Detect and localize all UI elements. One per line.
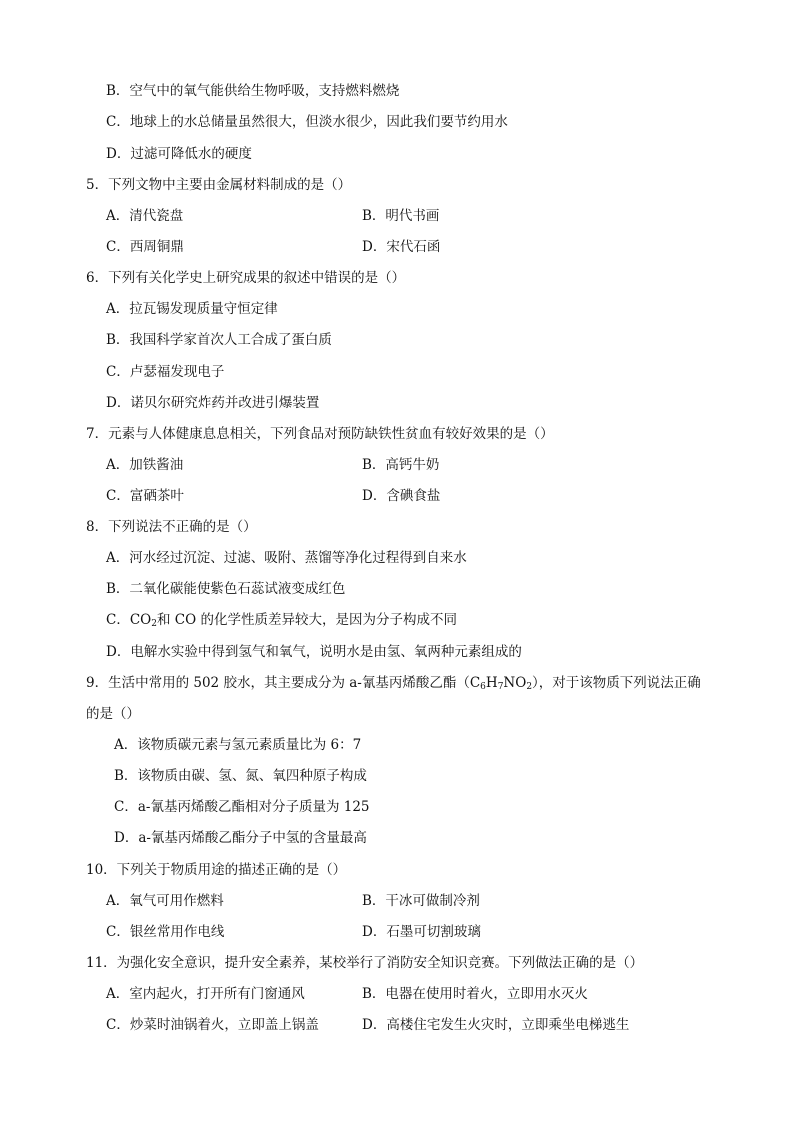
- q7-option-d: D．含碘食盐: [362, 488, 441, 504]
- q8-option-a: A．河水经过沉淀、过滤、吸附、蒸馏等净化过程得到自来水: [106, 550, 467, 566]
- q7-option-b: B．高钙牛奶: [362, 457, 440, 473]
- q4-option-d: D．过滤可降低水的硬度: [106, 146, 252, 162]
- q9-stem-continued: 的是（）: [86, 706, 140, 722]
- q7-stem: 7．元素与人体健康息息相关，下列食品对预防缺铁性贫血有较好效果的是（）: [86, 426, 554, 442]
- q8-stem: 8．下列说法不正确的是（）: [86, 519, 257, 535]
- q9-option-d: D．a-氰基丙烯酸乙酯分子中氢的含量最高: [114, 830, 367, 846]
- q6-option-a: A．拉瓦锡发现质量守恒定律: [106, 301, 278, 317]
- q6-stem: 6．下列有关化学史上研究成果的叙述中错误的是（）: [86, 270, 406, 286]
- q5-option-b: B．明代书画: [362, 208, 440, 224]
- q5-option-d: D．宋代石函: [362, 239, 441, 255]
- q11-stem: 11．为强化安全意识，提升安全素养，某校举行了消防安全知识竞赛。下列做法正确的是（）: [86, 955, 644, 971]
- q8-option-c: C．$CO_2$和 CO 的化学性质差异较大，是因为分子构成不同: [106, 612, 457, 629]
- q11-option-c: C．炒菜时油锅着火，立即盖上锅盖: [106, 1017, 319, 1033]
- q10-option-c: C．银丝常用作电线: [106, 924, 225, 940]
- q6-option-d: D．诺贝尔研究炸药并改进引爆装置: [106, 395, 320, 411]
- q10-stem: 10．下列关于物质用途的描述正确的是（）: [86, 862, 347, 878]
- q6-option-c: C．卢瑟福发现电子: [106, 364, 225, 380]
- q8-option-d: D．电解水实验中得到氢气和氧气，说明水是由氢、氧两种元素组成的: [106, 644, 522, 660]
- q8-option-b: B．二氧化碳能使紫色石蕊试液变成红色: [106, 581, 346, 597]
- q9-option-c: C．a-氰基丙烯酸乙酯相对分子质量为 125: [114, 799, 370, 815]
- q10-option-a: A．氧气可用作燃料: [106, 893, 224, 909]
- q7-option-a: A．加铁酱油: [106, 457, 184, 473]
- q7-option-c: C．富硒茶叶: [106, 488, 184, 504]
- q5-option-c: C．西周铜鼎: [106, 239, 184, 255]
- q11-option-b: B．电器在使用时着火，立即用水灭火: [362, 986, 588, 1002]
- q5-stem: 5．下列文物中主要由金属材料制成的是（）: [86, 177, 352, 193]
- q10-option-b: B．干冰可做制冷剂: [362, 893, 480, 909]
- q10-option-d: D．石墨可切割玻璃: [362, 924, 481, 940]
- q5-option-a: A．清代瓷盘: [106, 208, 184, 224]
- q4-option-c: C．地球上的水总储量虽然很大，但淡水很少，因此我们要节约用水: [106, 114, 508, 130]
- q11-option-d: D．高楼住宅发生火灾时，立即乘坐电梯逃生: [362, 1017, 630, 1033]
- q9-option-b: B．该物质由碳、氢、氮、氧四种原子构成: [114, 768, 367, 784]
- q9-option-a: A．该物质碳元素与氢元素质量比为 6：7: [114, 737, 362, 753]
- q11-option-a: A．室内起火，打开所有门窗通风: [106, 986, 305, 1002]
- q6-option-b: B．我国科学家首次人工合成了蛋白质: [106, 332, 332, 348]
- q9-stem: 9．生活中常用的 502 胶水，其主要成分为 a-氰基丙烯酸乙酯$(C_6H_7NO_2)$，对于该物质下列说法正确: [86, 675, 701, 692]
- q4-option-b: B．空气中的氧气能供给生物呼吸，支持燃料燃烧: [106, 83, 400, 99]
